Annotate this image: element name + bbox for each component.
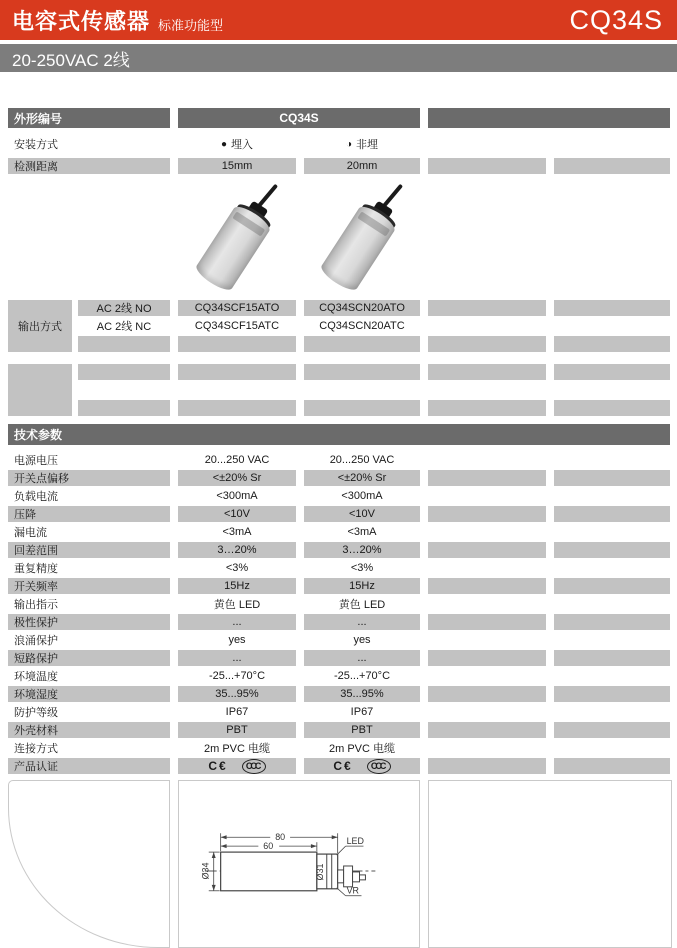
output-empty-cell (554, 300, 670, 316)
specs-title: 技术参数 (8, 424, 670, 445)
spec-row (8, 686, 670, 702)
spec-empty-cell (428, 758, 546, 774)
spec-empty-cell (428, 452, 546, 468)
part-number: CQ34SCF15ATC (194, 320, 280, 332)
spec-value-a: -25...+70°C (208, 670, 266, 682)
spec-empty-cell (428, 686, 546, 702)
spec-value-b: 3…20% (304, 542, 420, 558)
part-number: CQ34SCF15ATO (178, 300, 296, 316)
spec-row (8, 722, 670, 738)
spec-empty-cell (554, 740, 670, 756)
spec-row (8, 614, 670, 630)
spec-empty-cell (428, 524, 546, 540)
dim-overall-label: 80 (275, 832, 286, 843)
output-row-nc (78, 318, 670, 334)
spec-label: 短路保护 (8, 650, 170, 666)
sensor-photo (187, 181, 287, 293)
spec-label: 环境湿度 (8, 686, 170, 702)
spec-label: 重复精度 (14, 563, 58, 575)
mounting-nonflush-cell (304, 136, 420, 152)
flush-circle-icon: ● (220, 138, 228, 150)
spec-empty-cell (554, 614, 670, 630)
spec-value-b: <3mA (347, 526, 377, 538)
spec-empty-cell (554, 668, 670, 684)
spec-value-a: 3…20% (178, 542, 296, 558)
secondary-output-label (8, 364, 72, 416)
output-type-label: 输出方式 (8, 300, 72, 352)
output-empty-cell (78, 336, 170, 352)
output-empty-cell (304, 336, 420, 352)
spec-empty-cell (428, 614, 546, 630)
spec-value-a: <300mA (216, 490, 258, 502)
spec-label: 极性保护 (8, 614, 170, 630)
spec-value-b: 35...95% (304, 686, 420, 702)
nonflush-text: 非埋 (356, 139, 379, 151)
spec-row (8, 542, 670, 558)
spec-row-certification (8, 758, 670, 774)
voltage-line-text: 20-250VAC 2线 (12, 50, 130, 70)
spec-empty-cell (428, 668, 546, 684)
spec-row (8, 524, 670, 540)
output-empty-cell (304, 364, 420, 380)
distance-value-b: 20mm (304, 158, 420, 174)
spec-empty-cell (428, 578, 546, 594)
spec-row (8, 650, 670, 666)
spec-label: 输出指示 (14, 599, 58, 611)
spec-empty-cell (554, 704, 670, 720)
output-type-no: AC 2线 NO (78, 300, 170, 316)
ce-mark-icon: C€ (208, 759, 228, 773)
spec-empty-cell (428, 740, 546, 756)
spec-row (8, 740, 670, 756)
spec-empty-cell (428, 506, 546, 522)
model-number: CQ34S (569, 4, 663, 35)
spec-value-b: -25...+70°C (333, 670, 391, 682)
spec-row (8, 488, 670, 504)
ce-mark-icon: C€ (333, 759, 353, 773)
spec-value-b: <3% (350, 562, 374, 574)
ccc-mark-icon: CCC (367, 759, 391, 774)
output-empty-cell (554, 336, 670, 352)
spec-empty-cell (428, 632, 546, 648)
spec-empty-cell (554, 722, 670, 738)
spec-label: 漏电流 (14, 527, 47, 539)
spec-empty-cell (428, 560, 546, 576)
spec-value-a: PBT (178, 722, 296, 738)
output-empty-cell (428, 364, 546, 380)
sensor-cylinder (193, 189, 282, 294)
spec-value-b: IP67 (350, 706, 374, 718)
spec-row (8, 668, 670, 684)
spec-row (8, 470, 670, 486)
distance-empty-cell (428, 158, 546, 174)
spec-value-b: ... (304, 614, 420, 630)
dimension-drawing (179, 781, 419, 947)
spec-label: 开关频率 (8, 578, 170, 594)
bottom-section (8, 780, 672, 948)
spec-value-b: <10V (304, 506, 420, 522)
spec-value-a: yes (228, 634, 246, 646)
spec-label: 电源电压 (14, 455, 58, 467)
spec-empty-cell (554, 758, 670, 774)
spec-empty-cell (554, 452, 670, 468)
spec-row (8, 506, 670, 522)
output-empty-cell (178, 336, 296, 352)
spec-value-b: <±20% Sr (304, 470, 420, 486)
spec-value-a: 35...95% (178, 686, 296, 702)
mounting-label: 安装方式 (14, 139, 58, 151)
product-subtitle: 标准功能型 (158, 17, 224, 33)
spec-value-a: <10V (178, 506, 296, 522)
spec-label: 防护等级 (14, 707, 58, 719)
output-row-no (78, 300, 670, 316)
spec-value-a: ... (178, 650, 296, 666)
output-empty-cell (554, 400, 670, 416)
flush-text: 埋入 (231, 139, 254, 151)
spec-label: 连接方式 (14, 743, 58, 755)
spec-label: 回差范围 (8, 542, 170, 558)
spec-label: 外壳材料 (8, 722, 170, 738)
distance-empty-cell (554, 158, 670, 174)
product-photo-row (8, 174, 670, 300)
part-number: CQ34SCN20ATO (304, 300, 420, 316)
output-type-nc: AC 2线 NC (96, 321, 152, 333)
spec-empty-cell (554, 560, 670, 576)
curved-notes-box (8, 780, 170, 948)
output-empty-cell (554, 318, 670, 334)
output-empty-cell (304, 400, 420, 416)
output-empty-cell (78, 400, 170, 416)
spec-empty-cell (554, 488, 670, 504)
mounting-row (8, 136, 670, 152)
spec-label: 压降 (8, 506, 170, 522)
spec-value-b: 黄色 LED (338, 599, 386, 611)
header-bar (0, 0, 677, 40)
spec-value-b: ... (304, 650, 420, 666)
mounting-flush-cell (178, 136, 296, 152)
spec-label: 产品认证 (8, 758, 170, 774)
specs-header-row (8, 424, 670, 445)
spec-value-b: PBT (304, 722, 420, 738)
shape-header-row (8, 108, 670, 128)
output-empty-cell (554, 364, 670, 380)
spec-value-a: IP67 (225, 706, 249, 718)
output-row-blank (78, 382, 670, 398)
output-empty-cell (78, 364, 170, 380)
spec-label: 开关点偏移 (8, 470, 170, 486)
spec-empty-cell (428, 722, 546, 738)
part-number: CQ34SCN20ATC (319, 320, 405, 332)
spec-empty-cell (428, 596, 546, 612)
sensor-photo-nonflush (304, 181, 420, 293)
dimension-drawing-box (178, 780, 420, 948)
spec-label: 环境温度 (14, 671, 58, 683)
spec-empty-cell (428, 704, 546, 720)
spec-label: 负载电流 (14, 491, 58, 503)
spec-empty-cell (428, 470, 546, 486)
ccc-mark-icon: CCC (242, 759, 266, 774)
spec-row (8, 560, 670, 576)
spec-row (8, 578, 670, 594)
output-empty-cell (178, 364, 296, 380)
sensor-photo (312, 181, 412, 293)
empty-column-header (428, 108, 670, 128)
certification-cell-a (178, 758, 296, 774)
secondary-output-rows (78, 364, 670, 416)
spec-empty-cell (428, 542, 546, 558)
spec-value-a: 黄色 LED (213, 599, 261, 611)
spec-value-a: 20...250 VAC (204, 454, 270, 466)
spec-value-a: ... (178, 614, 296, 630)
product-title: 电容式传感器 (12, 8, 151, 34)
spec-empty-cell (554, 596, 670, 612)
spec-empty-cell (554, 686, 670, 702)
output-type-block (8, 300, 670, 352)
spec-row (8, 452, 670, 468)
sensor-cylinder (318, 189, 407, 294)
spec-empty-cell (554, 542, 670, 558)
distance-row (8, 158, 670, 174)
model-column-header: CQ34S (178, 108, 420, 128)
sensor-photo-flush (178, 181, 296, 293)
spec-value-b: 20...250 VAC (329, 454, 395, 466)
output-empty-cell (428, 318, 546, 334)
spec-empty-cell (554, 632, 670, 648)
spec-value-a: <3% (225, 562, 249, 574)
led-label: LED (346, 836, 364, 847)
spec-value-a: <±20% Sr (178, 470, 296, 486)
halfcircle-icon: ◑ (345, 138, 353, 150)
output-empty-cell (428, 336, 546, 352)
output-empty-cell (178, 400, 296, 416)
spec-empty-cell (554, 506, 670, 522)
spec-value-a: 2m PVC 电缆 (203, 743, 270, 755)
dia-body-label: Ø34 (200, 862, 211, 880)
output-empty-cell (428, 400, 546, 416)
spec-value-b: 15Hz (304, 578, 420, 594)
dim-body-label: 60 (263, 841, 274, 852)
output-row-blank (78, 336, 670, 352)
spacer (0, 352, 677, 364)
spec-empty-cell (554, 470, 670, 486)
distance-label: 检测距离 (8, 158, 170, 174)
certification-cell-b (304, 758, 420, 774)
spec-row (8, 596, 670, 612)
spec-value-a: 15Hz (178, 578, 296, 594)
output-row-blank (78, 364, 670, 380)
spec-row (8, 632, 670, 648)
spec-value-b: yes (353, 634, 371, 646)
spec-row (8, 704, 670, 720)
spec-empty-cell (428, 650, 546, 666)
spec-value-a: <3mA (222, 526, 252, 538)
spec-value-b: 2m PVC 电缆 (328, 743, 395, 755)
spec-label: 浪涌保护 (14, 635, 58, 647)
vr-label: VR (346, 885, 359, 896)
spec-value-b: <300mA (341, 490, 383, 502)
output-row-blank (78, 400, 670, 416)
output-type-rows (78, 300, 670, 352)
shape-header-label: 外形编号 (8, 108, 170, 128)
dia-head-label: Ø31 (314, 863, 325, 881)
spec-empty-cell (428, 488, 546, 504)
distance-value-a: 15mm (178, 158, 296, 174)
voltage-line-bar (0, 44, 677, 72)
output-empty-cell (78, 382, 170, 398)
notes-box-right (428, 780, 672, 948)
spec-empty-cell (554, 578, 670, 594)
output-empty-cell (428, 300, 546, 316)
spec-empty-cell (554, 650, 670, 666)
spec-empty-cell (554, 524, 670, 540)
secondary-output-block (8, 364, 670, 416)
